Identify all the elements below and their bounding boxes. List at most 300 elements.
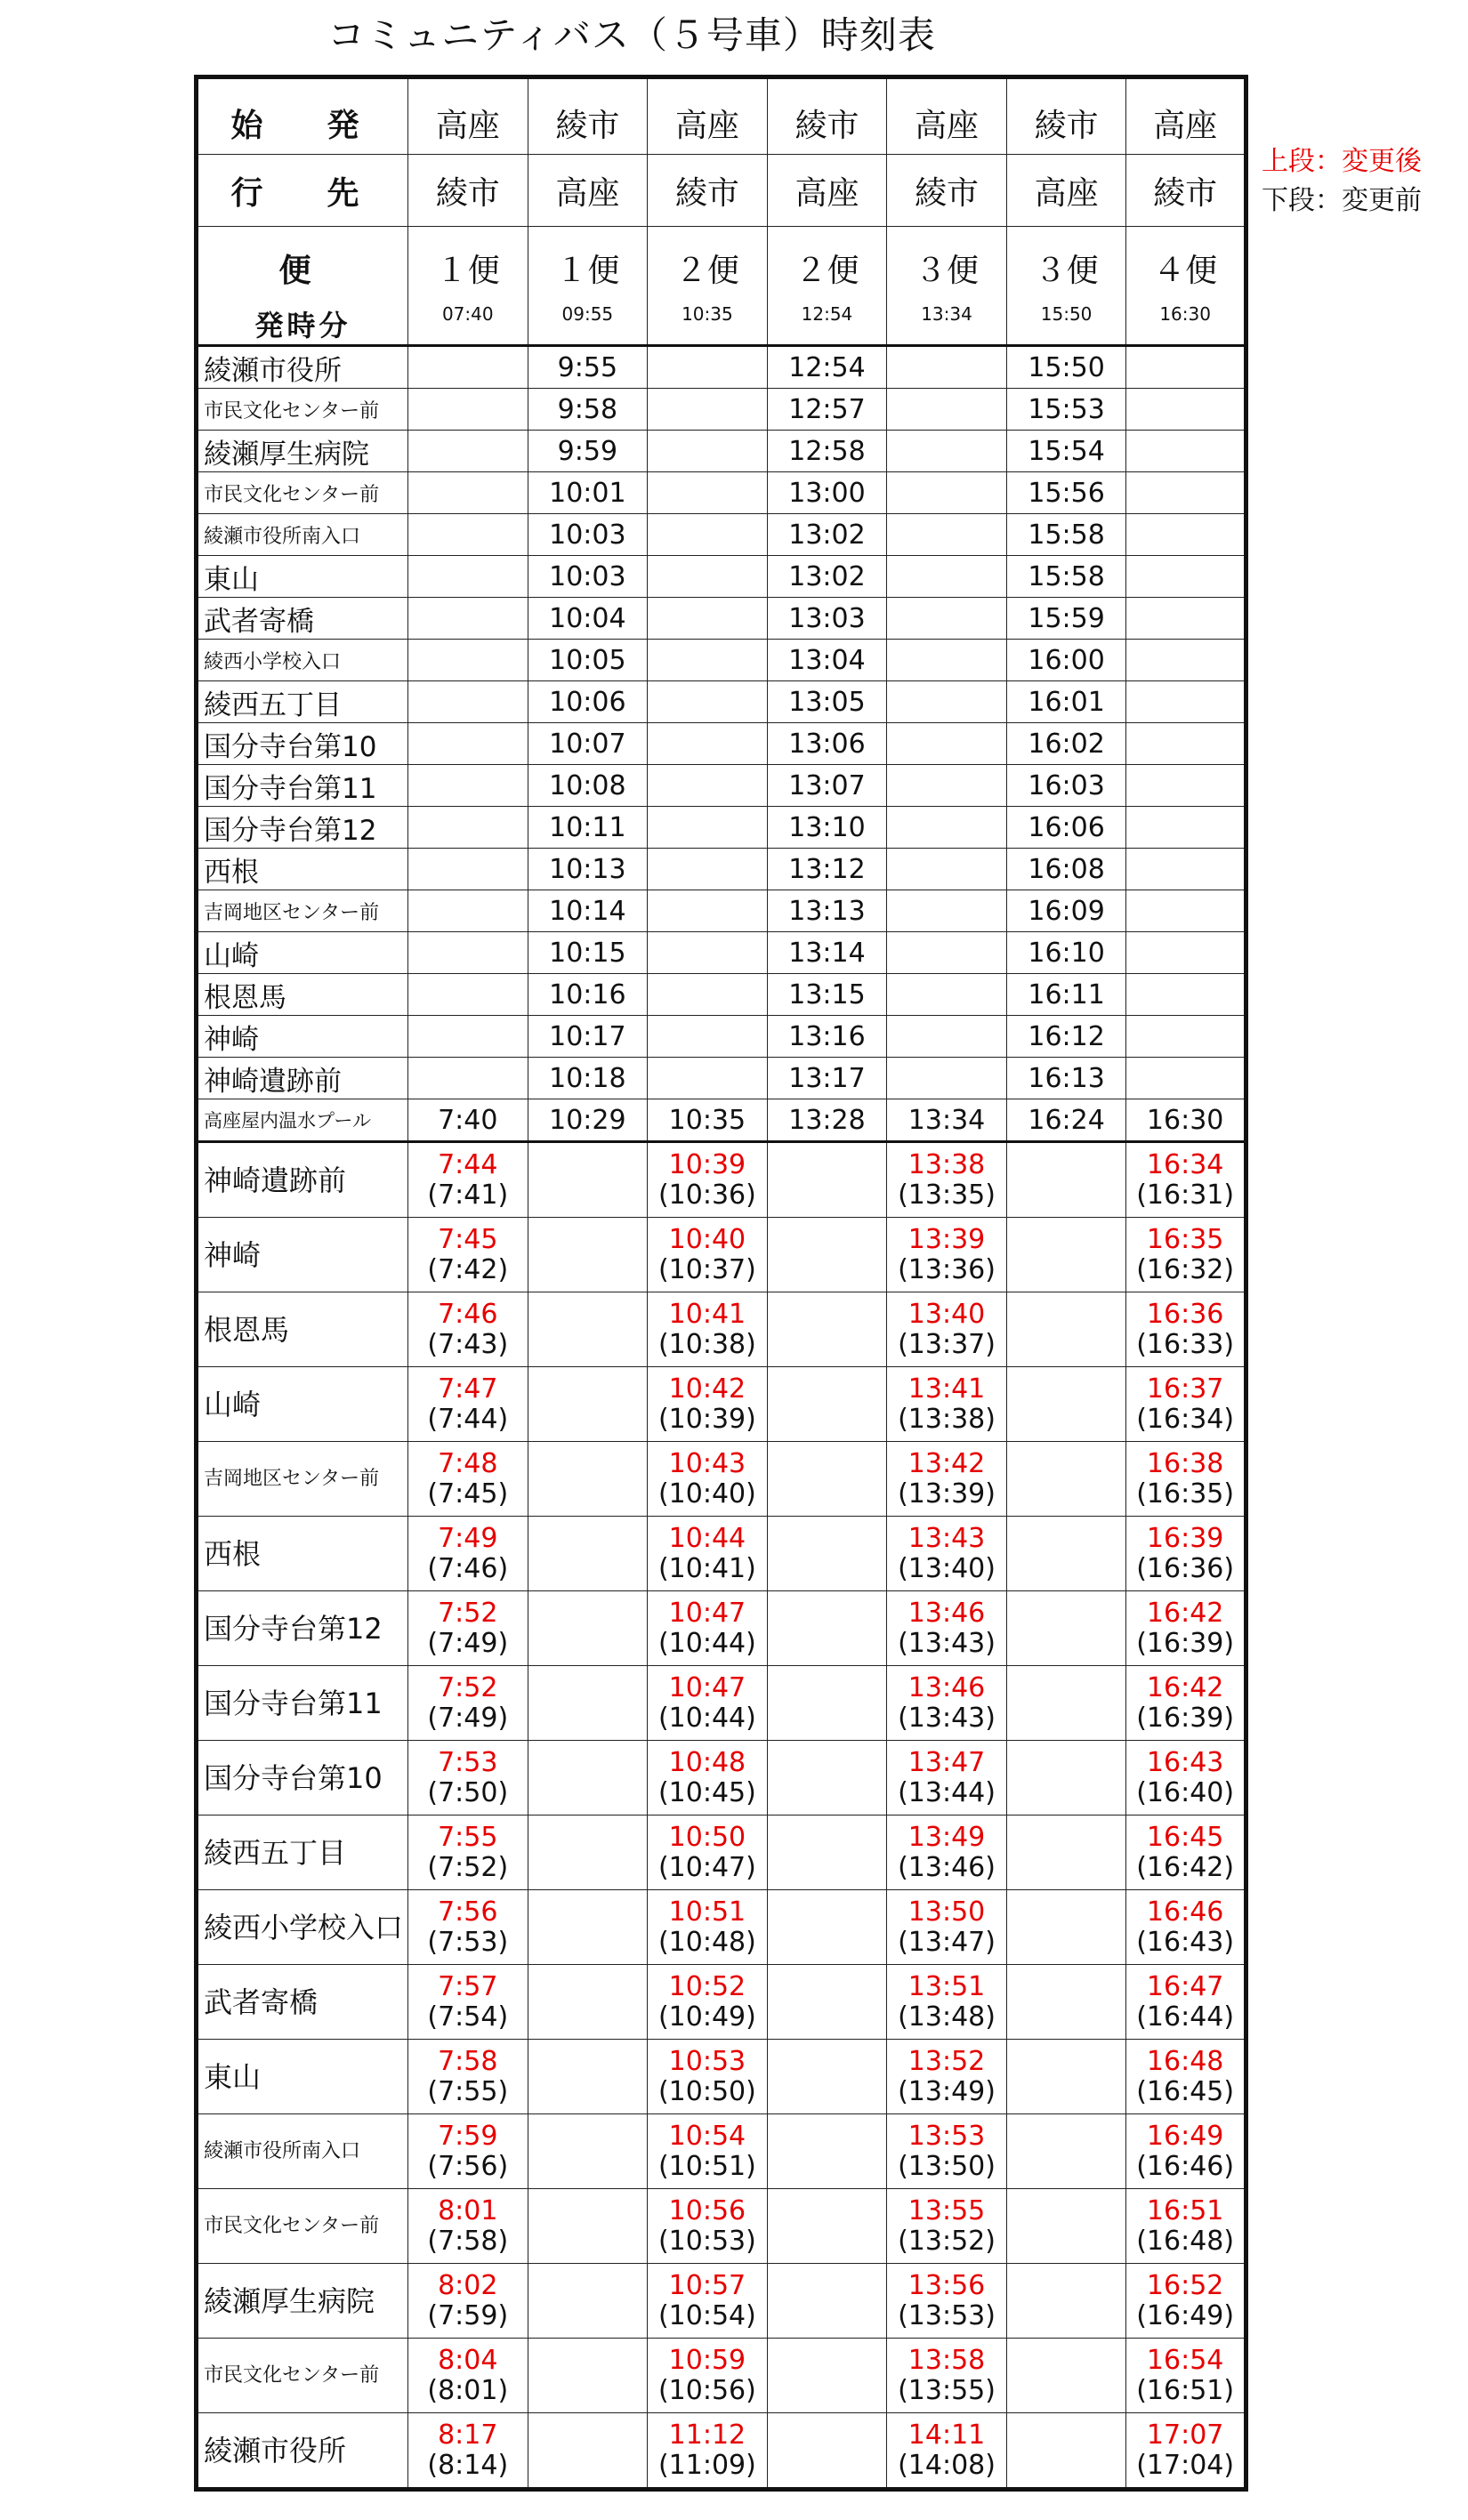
stop-name: 東山 xyxy=(197,556,408,598)
empty-cell xyxy=(1006,1442,1126,1517)
empty-cell xyxy=(408,431,528,472)
stop-name: 武者寄橋 xyxy=(197,598,408,640)
empty-cell xyxy=(1006,1292,1126,1367)
table-row xyxy=(197,765,1246,807)
departure-time: 16:30 xyxy=(1126,1099,1246,1142)
empty-cell xyxy=(1126,346,1246,389)
time-cell xyxy=(887,1292,1007,1367)
changed-time: 7:58 xyxy=(438,2045,498,2077)
departure-time: 13:07 xyxy=(767,765,887,807)
previous-time: (16:32) xyxy=(1136,1253,1235,1285)
empty-cell xyxy=(648,472,768,514)
departure-time: 13:12 xyxy=(767,849,887,890)
time-cell xyxy=(408,1367,528,1442)
previous-time: (7:46) xyxy=(427,1552,509,1584)
previous-time: (10:44) xyxy=(657,1627,756,1659)
changed-time: 13:39 xyxy=(907,1223,986,1255)
empty-cell xyxy=(887,681,1007,723)
stop-name: 吉岡地区センター前 xyxy=(197,890,408,932)
departure-time: 10:14 xyxy=(528,890,648,932)
previous-time: (7:49) xyxy=(427,1627,509,1659)
trip-origin: 高座 xyxy=(408,77,528,155)
empty-cell xyxy=(648,431,768,472)
changed-time: 13:46 xyxy=(907,1597,986,1629)
empty-cell xyxy=(528,2413,648,2490)
time-cell xyxy=(1126,2264,1246,2339)
changed-time: 10:48 xyxy=(668,1746,746,1778)
trip-number: ３便 xyxy=(1006,227,1126,304)
changed-time: 10:42 xyxy=(668,1373,746,1405)
empty-cell xyxy=(1006,2040,1126,2114)
departure-time: 13:02 xyxy=(767,556,887,598)
empty-cell xyxy=(1006,1666,1126,1741)
table-row xyxy=(197,514,1246,556)
table-row xyxy=(197,932,1246,974)
departure-time: 13:02 xyxy=(767,514,887,556)
trip-departure-time: 12:54 xyxy=(767,303,887,346)
time-cell xyxy=(408,1666,528,1741)
departure-time: 13:03 xyxy=(767,598,887,640)
departure-time: 10:18 xyxy=(528,1058,648,1099)
empty-cell xyxy=(528,2040,648,2114)
previous-time: (7:56) xyxy=(427,2150,509,2182)
previous-time: (16:42) xyxy=(1136,1851,1235,1883)
empty-cell xyxy=(767,2413,887,2490)
table-row xyxy=(197,723,1246,765)
trip-origin: 綾市 xyxy=(767,77,887,155)
stop-name: 綾瀬市役所 xyxy=(197,2413,408,2490)
changed-time: 7:55 xyxy=(438,1821,498,1853)
empty-cell xyxy=(1126,681,1246,723)
table-row xyxy=(197,1965,1246,2040)
header-row-trip xyxy=(197,227,1246,304)
changed-time: 16:43 xyxy=(1146,1746,1224,1778)
empty-cell xyxy=(1006,1741,1126,1816)
changed-time: 17:07 xyxy=(1146,2419,1224,2451)
previous-time: (7:59) xyxy=(427,2299,509,2331)
empty-cell xyxy=(528,1218,648,1292)
empty-cell xyxy=(1126,640,1246,681)
departure-time: 9:55 xyxy=(528,346,648,389)
changed-time: 16:48 xyxy=(1146,2045,1224,2077)
stop-name: 神崎 xyxy=(197,1218,408,1292)
previous-time: (10:53) xyxy=(657,2225,756,2257)
empty-cell xyxy=(408,974,528,1016)
empty-cell xyxy=(1006,1367,1126,1442)
previous-time: (7:55) xyxy=(427,2075,509,2107)
previous-time: (8:01) xyxy=(427,2374,509,2406)
empty-cell xyxy=(1126,556,1246,598)
empty-cell xyxy=(1006,1965,1126,2040)
time-cell xyxy=(408,2114,528,2189)
time-cell xyxy=(887,1816,1007,1890)
stop-name: 市民文化センター前 xyxy=(197,389,408,431)
time-cell xyxy=(648,2189,768,2264)
empty-cell xyxy=(1006,1218,1126,1292)
changed-time: 16:38 xyxy=(1146,1447,1224,1479)
empty-cell xyxy=(1126,514,1246,556)
departure-time: 10:17 xyxy=(528,1016,648,1058)
empty-cell xyxy=(408,932,528,974)
changed-time: 8:17 xyxy=(438,2419,498,2451)
stop-name: 山崎 xyxy=(197,1367,408,1442)
legend-lower-previous: 下段：変更前 xyxy=(1262,185,1422,216)
stop-name: 神崎 xyxy=(197,1016,408,1058)
empty-cell xyxy=(648,974,768,1016)
time-cell xyxy=(887,2339,1007,2413)
time-cell xyxy=(1126,1965,1246,2040)
time-cell xyxy=(1126,1741,1246,1816)
time-cell xyxy=(408,2339,528,2413)
previous-time: (7:53) xyxy=(427,1926,509,1958)
departure-time: 13:28 xyxy=(767,1099,887,1142)
changed-time: 13:47 xyxy=(907,1746,986,1778)
changed-time: 13:42 xyxy=(907,1447,986,1479)
table-row xyxy=(197,1890,1246,1965)
empty-cell xyxy=(408,765,528,807)
departure-time: 10:03 xyxy=(528,514,648,556)
changed-time: 16:35 xyxy=(1146,1223,1224,1255)
changed-time: 7:46 xyxy=(438,1298,498,1330)
empty-cell xyxy=(528,1142,648,1218)
empty-cell xyxy=(528,1517,648,1591)
previous-time: (16:48) xyxy=(1136,2225,1235,2257)
previous-time: (10:44) xyxy=(657,1702,756,1734)
stop-name: 綾西五丁目 xyxy=(197,681,408,723)
empty-cell xyxy=(408,849,528,890)
changed-time: 8:02 xyxy=(438,2269,498,2301)
departure-time: 16:12 xyxy=(1006,1016,1126,1058)
departure-time: 12:54 xyxy=(767,346,887,389)
stop-name: 綾西五丁目 xyxy=(197,1816,408,1890)
changed-time: 13:38 xyxy=(907,1148,986,1180)
time-cell xyxy=(648,1218,768,1292)
empty-cell xyxy=(648,1016,768,1058)
time-cell xyxy=(887,1218,1007,1292)
stop-name: 綾西小学校入口 xyxy=(197,640,408,681)
changed-time: 10:43 xyxy=(668,1447,746,1479)
stop-name: 西根 xyxy=(197,849,408,890)
time-cell xyxy=(887,1890,1007,1965)
time-cell xyxy=(1126,1367,1246,1442)
empty-cell xyxy=(887,807,1007,849)
legend-upper-changed: 上段：変更後 xyxy=(1262,146,1422,177)
time-cell xyxy=(1126,1517,1246,1591)
departure-time: 16:08 xyxy=(1006,849,1126,890)
previous-time: (7:43) xyxy=(427,1328,509,1360)
table-row xyxy=(197,890,1246,932)
trip-departure-time: 07:40 xyxy=(408,303,528,346)
trip-origin: 綾市 xyxy=(1006,77,1126,155)
empty-cell xyxy=(408,1058,528,1099)
table-row xyxy=(197,2040,1246,2114)
previous-time: (7:58) xyxy=(427,2225,509,2257)
empty-cell xyxy=(887,431,1007,472)
time-cell xyxy=(1126,1890,1246,1965)
empty-cell xyxy=(528,1741,648,1816)
empty-cell xyxy=(767,1741,887,1816)
time-cell xyxy=(1126,1442,1246,1517)
table-row xyxy=(197,1591,1246,1666)
time-cell xyxy=(648,2114,768,2189)
table-row-pool xyxy=(197,1099,1246,1142)
previous-time: (13:48) xyxy=(898,2001,996,2033)
empty-cell xyxy=(1006,1890,1126,1965)
changed-time: 13:50 xyxy=(907,1896,986,1928)
empty-cell xyxy=(887,890,1007,932)
changed-time: 7:52 xyxy=(438,1597,498,1629)
changed-time: 16:42 xyxy=(1146,1671,1224,1703)
previous-time: (10:56) xyxy=(657,2374,756,2406)
changed-time: 16:52 xyxy=(1146,2269,1224,2301)
time-cell xyxy=(887,1741,1007,1816)
empty-cell xyxy=(408,1016,528,1058)
changed-time: 10:44 xyxy=(668,1522,746,1554)
previous-time: (16:49) xyxy=(1136,2299,1235,2331)
changed-time: 10:47 xyxy=(668,1671,746,1703)
empty-cell xyxy=(648,681,768,723)
origin-label: 始 発 xyxy=(197,77,408,155)
empty-cell xyxy=(1126,765,1246,807)
changed-time: 10:40 xyxy=(668,1223,746,1255)
previous-time: (10:40) xyxy=(657,1477,756,1510)
time-cell xyxy=(887,2413,1007,2490)
empty-cell xyxy=(648,514,768,556)
changed-time: 10:56 xyxy=(668,2194,746,2226)
changed-time: 7:44 xyxy=(438,1148,498,1180)
changed-time: 7:49 xyxy=(438,1522,498,1554)
stop-name: 山崎 xyxy=(197,932,408,974)
empty-cell xyxy=(767,1591,887,1666)
time-cell xyxy=(1126,1816,1246,1890)
departure-time: 10:03 xyxy=(528,556,648,598)
previous-time: (13:35) xyxy=(898,1179,996,1211)
trip-destination: 高座 xyxy=(767,155,887,227)
changed-time: 14:11 xyxy=(907,2419,986,2451)
changed-time: 11:12 xyxy=(668,2419,746,2451)
changed-time: 10:54 xyxy=(668,2120,746,2152)
empty-cell xyxy=(648,640,768,681)
departure-time: 13:04 xyxy=(767,640,887,681)
departure-time: 16:24 xyxy=(1006,1099,1126,1142)
stop-name: 神崎遺跡前 xyxy=(197,1142,408,1218)
table-row xyxy=(197,2114,1246,2189)
destination-label: 行 先 xyxy=(197,155,408,227)
trip-destination: 高座 xyxy=(528,155,648,227)
changed-time: 16:49 xyxy=(1146,2120,1224,2152)
empty-cell xyxy=(887,723,1007,765)
previous-time: (16:44) xyxy=(1136,2001,1235,2033)
previous-time: (10:49) xyxy=(657,2001,756,2033)
stop-name: 国分寺台第10 xyxy=(197,723,408,765)
empty-cell xyxy=(1006,2413,1126,2490)
trip-destination: 綾市 xyxy=(648,155,768,227)
empty-cell xyxy=(648,346,768,389)
empty-cell xyxy=(887,1016,1007,1058)
time-cell xyxy=(1126,2413,1246,2490)
trip-number: ２便 xyxy=(767,227,887,304)
trip-departure-time: 15:50 xyxy=(1006,303,1126,346)
table-row xyxy=(197,1367,1246,1442)
departure-time: 13:17 xyxy=(767,1058,887,1099)
empty-cell xyxy=(1006,1142,1126,1218)
trip-label: 便 xyxy=(197,227,408,304)
time-cell xyxy=(648,1890,768,1965)
time-cell xyxy=(648,1142,768,1218)
departure-label: 発時分 xyxy=(197,303,408,346)
empty-cell xyxy=(887,765,1007,807)
empty-cell xyxy=(408,472,528,514)
departure-time: 15:58 xyxy=(1006,514,1126,556)
stop-name: 綾瀬厚生病院 xyxy=(197,431,408,472)
changed-time: 10:51 xyxy=(668,1896,746,1928)
previous-time: (16:33) xyxy=(1136,1328,1235,1360)
table-row xyxy=(197,598,1246,640)
changed-time: 16:36 xyxy=(1146,1298,1224,1330)
time-cell xyxy=(648,1666,768,1741)
stop-name: 市民文化センター前 xyxy=(197,2339,408,2413)
stop-name: 国分寺台第10 xyxy=(197,1741,408,1816)
table-row xyxy=(197,2413,1246,2490)
empty-cell xyxy=(408,890,528,932)
previous-time: (7:42) xyxy=(427,1253,509,1285)
empty-cell xyxy=(767,1666,887,1741)
empty-cell xyxy=(767,1965,887,2040)
changed-time: 13:46 xyxy=(907,1671,986,1703)
empty-cell xyxy=(408,346,528,389)
table-row xyxy=(197,849,1246,890)
empty-cell xyxy=(408,640,528,681)
departure-time: 15:56 xyxy=(1006,472,1126,514)
previous-time: (13:39) xyxy=(898,1477,996,1510)
empty-cell xyxy=(767,2114,887,2189)
departure-time: 15:50 xyxy=(1006,346,1126,389)
previous-time: (16:36) xyxy=(1136,1552,1235,1584)
previous-time: (13:55) xyxy=(898,2374,996,2406)
stop-name: 綾瀬市役所南入口 xyxy=(197,514,408,556)
empty-cell xyxy=(887,1058,1007,1099)
changed-time: 7:57 xyxy=(438,1970,498,2002)
header-row-dest xyxy=(197,155,1246,227)
empty-cell xyxy=(887,514,1007,556)
departure-time: 13:10 xyxy=(767,807,887,849)
previous-time: (16:43) xyxy=(1136,1926,1235,1958)
trip-destination: 綾市 xyxy=(887,155,1007,227)
trip-origin: 高座 xyxy=(648,77,768,155)
previous-time: (10:41) xyxy=(657,1552,756,1584)
time-cell xyxy=(648,1367,768,1442)
empty-cell xyxy=(408,681,528,723)
trip-destination: 綾市 xyxy=(408,155,528,227)
changed-time: 7:48 xyxy=(438,1447,498,1479)
trip-departure-time: 16:30 xyxy=(1126,303,1246,346)
empty-cell xyxy=(767,1142,887,1218)
time-cell xyxy=(648,1965,768,2040)
previous-time: (13:44) xyxy=(898,1776,996,1808)
stop-name: 市民文化センター前 xyxy=(197,472,408,514)
empty-cell xyxy=(767,2339,887,2413)
changed-time: 13:51 xyxy=(907,1970,986,2002)
previous-time: (10:48) xyxy=(657,1926,756,1958)
departure-time: 16:06 xyxy=(1006,807,1126,849)
time-cell xyxy=(648,1591,768,1666)
table-row xyxy=(197,1741,1246,1816)
previous-time: (7:41) xyxy=(427,1179,509,1211)
empty-cell xyxy=(528,2189,648,2264)
time-cell xyxy=(1126,1142,1246,1218)
empty-cell xyxy=(648,598,768,640)
trip-number: ２便 xyxy=(648,227,768,304)
time-cell xyxy=(887,1142,1007,1218)
empty-cell xyxy=(1006,1816,1126,1890)
time-cell xyxy=(648,1517,768,1591)
departure-time: 10:08 xyxy=(528,765,648,807)
departure-time: 13:06 xyxy=(767,723,887,765)
previous-time: (13:47) xyxy=(898,1926,996,1958)
previous-time: (16:45) xyxy=(1136,2075,1235,2107)
time-cell xyxy=(648,2264,768,2339)
stop-name: 武者寄橋 xyxy=(197,1965,408,2040)
timetable-body xyxy=(197,346,1246,2490)
empty-cell xyxy=(1126,723,1246,765)
departure-time: 13:16 xyxy=(767,1016,887,1058)
empty-cell xyxy=(528,1965,648,2040)
table-row xyxy=(197,556,1246,598)
empty-cell xyxy=(1126,472,1246,514)
time-cell xyxy=(408,2413,528,2490)
stop-name: 綾瀬市役所 xyxy=(197,346,408,389)
empty-cell xyxy=(1126,1058,1246,1099)
stop-name: 東山 xyxy=(197,2040,408,2114)
empty-cell xyxy=(528,2114,648,2189)
stop-name: 根恩馬 xyxy=(197,1292,408,1367)
empty-cell xyxy=(767,2189,887,2264)
empty-cell xyxy=(1126,598,1246,640)
table-row xyxy=(197,681,1246,723)
departure-time: 13:13 xyxy=(767,890,887,932)
changed-time: 16:46 xyxy=(1146,1896,1224,1928)
empty-cell xyxy=(887,640,1007,681)
previous-time: (13:37) xyxy=(898,1328,996,1360)
time-cell xyxy=(887,2114,1007,2189)
changed-time: 16:47 xyxy=(1146,1970,1224,2002)
changed-time: 7:47 xyxy=(438,1373,498,1405)
table-row xyxy=(197,431,1246,472)
time-cell xyxy=(408,1816,528,1890)
empty-cell xyxy=(648,807,768,849)
empty-cell xyxy=(1006,2114,1126,2189)
departure-time: 13:14 xyxy=(767,932,887,974)
changed-time: 16:45 xyxy=(1146,1821,1224,1853)
changed-time: 10:59 xyxy=(668,2344,746,2376)
time-cell xyxy=(1126,2040,1246,2114)
previous-time: (14:08) xyxy=(898,2449,996,2481)
time-cell xyxy=(408,1591,528,1666)
departure-time: 10:05 xyxy=(528,640,648,681)
stop-name: 国分寺台第12 xyxy=(197,1591,408,1666)
changed-time: 7:59 xyxy=(438,2120,498,2152)
changed-time: 16:37 xyxy=(1146,1373,1224,1405)
empty-cell xyxy=(887,974,1007,1016)
time-cell xyxy=(1126,2114,1246,2189)
previous-time: (16:39) xyxy=(1136,1702,1235,1734)
changed-time: 7:52 xyxy=(438,1671,498,1703)
empty-cell xyxy=(767,1816,887,1890)
table-row xyxy=(197,1058,1246,1099)
changed-time: 7:45 xyxy=(438,1223,498,1255)
previous-time: (13:46) xyxy=(898,1851,996,1883)
departure-time: 10:35 xyxy=(648,1099,768,1142)
